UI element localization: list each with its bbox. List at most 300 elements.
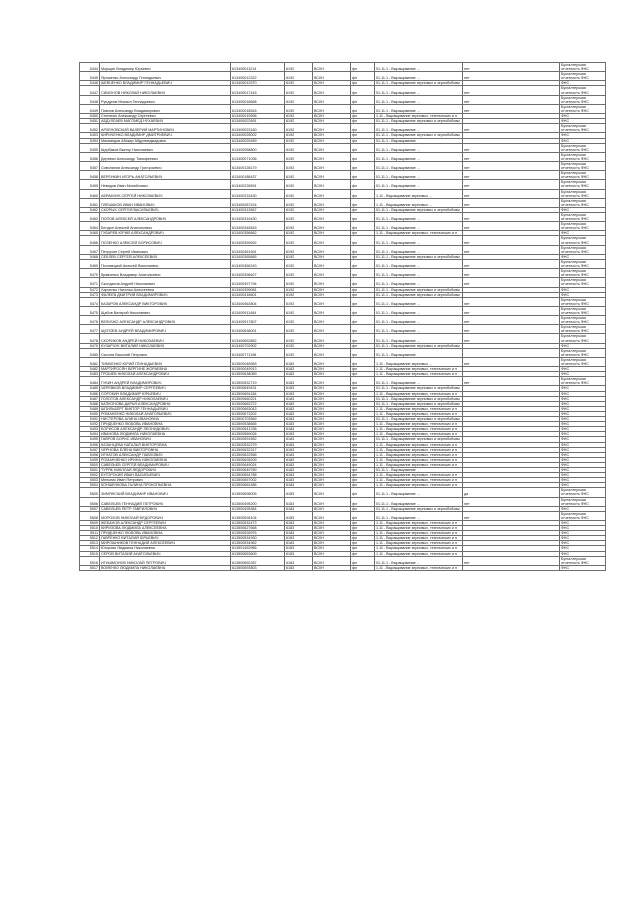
table-cell-activity-code: 01.11.1 - Выращивание зерновых и зернобобовы: [375, 81, 463, 86]
table-cell-report-source: ФНС: [560, 541, 606, 546]
table-cell-person-name: ГРОШЕВ НИКОЛАЙ АЛЕКСАНДРОВИЧ: [100, 372, 231, 377]
table-cell-extra-flag: нет: [463, 124, 560, 133]
cell-text: 01.11.1 - Выращивание ...: [376, 76, 420, 81]
table-cell-row-number: 5451: [80, 119, 100, 124]
table-cell-inn-number: 613500703569: [231, 417, 285, 422]
table-cell-department: ВСХН: [313, 161, 351, 170]
table-cell-inn-number: 613400017415: [231, 86, 285, 95]
table-cell-report-source: ФНС: [560, 483, 606, 488]
table-cell-person-type: фл: [351, 447, 375, 452]
registry-table: [79, 62, 606, 571]
table-cell-person-type: фл: [351, 457, 375, 462]
table-cell-department: ВСХН: [313, 396, 351, 401]
table-cell-department: ВСХН: [313, 222, 351, 231]
table-cell-extra-flag: нет: [463, 63, 560, 72]
table-cell-activity-code: [375, 316, 463, 325]
table-cell-region-code: 6192: [285, 119, 313, 124]
table-cell-region-code: 6192: [285, 189, 313, 198]
table-cell-region-code: 6183: [285, 427, 313, 432]
table-cell-inn-number: 613400418601: [231, 292, 285, 297]
table-cell-report-source: Бухгалтерская отчетность ФНС: [560, 269, 606, 278]
table-row: [80, 104, 606, 113]
table-cell-person-name: КОНШЕНКОВА ГАЛИНА ПРОКОПЬЕВНА: [100, 483, 231, 488]
table-cell-report-source: Бухгалтерская отчетность ФНС: [560, 152, 606, 161]
table-cell-row-number: 5463: [80, 213, 100, 222]
table-row: [80, 357, 606, 366]
table-cell-extra-flag: нет: [463, 259, 560, 268]
table-cell-report-source: Бухгалтерская отчетность ФНС: [560, 222, 606, 231]
table-row: [80, 316, 606, 325]
table-cell-person-type: фл: [351, 189, 375, 198]
table-cell-inn-number: 613500532279: [231, 442, 285, 447]
table-cell-inn-number: 613500541238: [231, 427, 285, 432]
table-cell-department: ВСХН: [313, 488, 351, 497]
table-cell-person-type: фл: [351, 467, 375, 472]
table-cell-report-source: Бухгалтерская отчетность ФНС: [560, 189, 606, 198]
table-cell-department: ВСХН: [313, 81, 351, 86]
table-cell-region-code: 6183: [285, 447, 313, 452]
table-cell-row-number: 5445: [80, 72, 100, 81]
table-cell-region-code: 6192: [285, 348, 313, 357]
table-cell-person-type: фл: [351, 325, 375, 334]
table-cell-row-number: 5454: [80, 138, 100, 143]
table-cell-inn-number: 613500653609: [231, 551, 285, 556]
table-row: [80, 511, 606, 520]
table-cell-person-type: фл: [351, 222, 375, 231]
table-cell-region-code: 6183: [285, 377, 313, 386]
table-cell-person-type: фл: [351, 297, 375, 306]
table-cell-inn-number: 613400361591: [231, 245, 285, 254]
table-cell-report-source: ФНС: [560, 81, 606, 86]
table-cell-inn-number: 613400359592: [231, 236, 285, 245]
cell-text: 01.11.1 - Выращивание ...: [376, 501, 420, 506]
table-cell-region-code: 6192: [285, 114, 313, 119]
table-cell-person-type: фл: [351, 386, 375, 391]
table-cell-person-name: Сколдасов Андрей Николаевич: [100, 278, 231, 287]
table-cell-person-name: ГУБИН АНДРЕЙ ВЛАДИМИРОВИЧ: [100, 377, 231, 386]
table-cell-row-number: 5488: [80, 401, 100, 406]
table-cell-report-source: Бухгалтерская отчетность ФНС: [560, 63, 606, 72]
table-cell-department: ВСХН: [313, 511, 351, 520]
table-cell-row-number: 5508: [80, 511, 100, 520]
table-cell-person-name: ПЛЕШАКОВ ИВАН ИВАНОВИЧ: [100, 198, 231, 207]
table-cell-activity-code: 01.11.1 - Выращивание зерновых и зернобобовы: [375, 396, 463, 401]
table-cell-activity-code: 01.11.1 - Выращивание зерновых и зернобобовы: [375, 133, 463, 138]
table-cell-row-number: 5456: [80, 152, 100, 161]
table-cell-row-number: 5481: [80, 357, 100, 366]
table-cell-person-type: фл: [351, 437, 375, 442]
table-cell-region-code: 6192: [285, 269, 313, 278]
table-cell-person-type: фл: [351, 133, 375, 138]
table-cell-activity-code: 01.11.1 - Выращивание зерновых и зернобобовы: [375, 254, 463, 259]
table-cell-inn-number: 613400771198: [231, 348, 285, 357]
table-cell-report-source: Бухгалтерская отчетность ФНС: [560, 245, 606, 254]
table-cell-region-code: 6183: [285, 411, 313, 416]
table-row: [80, 161, 606, 170]
table-cell-department: ВСХН: [313, 269, 351, 278]
table-cell-row-number: 5482: [80, 367, 100, 372]
table-cell-inn-number: 613400365665: [231, 254, 285, 259]
table-cell-person-type: фл: [351, 427, 375, 432]
table-cell-activity-code: [375, 334, 463, 343]
table-cell-person-type: фл: [351, 287, 375, 292]
table-cell-inn-number: 613400345815: [231, 222, 285, 231]
table-cell-report-source: ФНС: [560, 462, 606, 467]
table-row: [80, 306, 606, 315]
table-cell-row-number: 5469: [80, 259, 100, 268]
table-cell-person-type: фл: [351, 506, 375, 511]
table-cell-row-number: 5490: [80, 411, 100, 416]
table-cell-department: ВСХН: [313, 124, 351, 133]
table-cell-activity-code: [375, 297, 463, 306]
table-cell-person-type: фл: [351, 236, 375, 245]
table-cell-person-name: МИРОШНИКОВ ГЕННАДИЙ АЛЕКСЕЕВИЧ: [100, 541, 231, 546]
table-cell-report-source: ФНС: [560, 417, 606, 422]
table-cell-department: ВСХН: [313, 377, 351, 386]
cell-text: 01.11.1 - Выращивание ...: [376, 108, 420, 113]
table-cell-person-name: ТИМЧЕНКО ЮРИЙ ГЕННАДЬЕВИЧ: [100, 357, 231, 366]
table-cell-row-number: 5475: [80, 306, 100, 315]
table-cell-department: ВСХН: [313, 343, 351, 348]
table-cell-region-code: 6183: [285, 452, 313, 457]
cell-text: 01.11.1 - Выращивание ...: [376, 273, 420, 278]
cell-text: 01.11.1 - Выращивание ...: [376, 166, 420, 171]
cell-text: 01.11.1 - Выращивание ...: [376, 282, 420, 287]
table-cell-region-code: 6192: [285, 152, 313, 161]
table-cell-row-number: 5444: [80, 63, 100, 72]
table-cell-row-number: 5486: [80, 391, 100, 396]
table-cell-row-number: 5450: [80, 114, 100, 119]
table-cell-activity-code: 1.11 - Выращивание зерновых, технических и п: [375, 478, 463, 483]
table-cell-region-code: 6183: [285, 488, 313, 497]
table-cell-inn-number: 613400018668: [231, 95, 285, 104]
table-cell-extra-flag: нет: [463, 143, 560, 152]
table-cell-region-code: 6192: [285, 81, 313, 86]
table-cell-report-source: Бухгалтерская отчетность ФНС: [560, 124, 606, 133]
table-cell-region-code: 6192: [285, 198, 313, 207]
table-cell-report-source: Бухгалтерская отчетность ФНС: [560, 357, 606, 366]
table-cell-person-name: ТУРЯК НИКОЛАЙ ФЕДОРОВИЧ: [100, 467, 231, 472]
table-cell-extra-flag: нет: [463, 72, 560, 81]
table-cell-person-type: фл: [351, 119, 375, 124]
table-cell-inn-number: 613500538665: [231, 422, 285, 427]
table-cell-inn-number: 613400287424: [231, 198, 285, 207]
table-cell-activity-code: [375, 104, 463, 113]
table-cell-inn-number: 613400319430: [231, 213, 285, 222]
table-cell-row-number: 5485: [80, 386, 100, 391]
table-cell-region-code: 6192: [285, 72, 313, 81]
table-cell-person-type: фл: [351, 254, 375, 259]
table-cell-activity-code: [375, 556, 463, 565]
cell-text: 01.11.1 - Выращивание ...: [376, 156, 420, 161]
table-cell-region-code: 6192: [285, 63, 313, 72]
table-cell-person-type: фл: [351, 417, 375, 422]
table-cell-person-type: фл: [351, 334, 375, 343]
table-cell-activity-code: [375, 222, 463, 231]
table-cell-person-name: Щербаков Виктор Николаевич: [100, 143, 231, 152]
table-cell-report-source: ФНС: [560, 138, 606, 143]
table-cell-person-type: фл: [351, 462, 375, 467]
table-cell-region-code: 6183: [285, 526, 313, 531]
table-cell-activity-code: 1.11 - Выращивание зерновых, технических и п: [375, 452, 463, 457]
table-cell-person-type: фл: [351, 422, 375, 427]
table-cell-department: ВСХН: [313, 556, 351, 565]
table-cell-report-source: ФНС: [560, 119, 606, 124]
table-cell-person-name: БУГОРСКИЙ ИВАН ВАСИЛЬЕВИЧ: [100, 473, 231, 478]
table-cell-report-source: ФНС: [560, 536, 606, 541]
table-cell-row-number: 5510: [80, 526, 100, 531]
table-cell-report-source: ФНС: [560, 372, 606, 377]
table-cell-row-number: 5464: [80, 222, 100, 231]
table-row: [80, 124, 606, 133]
table-cell-person-type: фл: [351, 511, 375, 520]
table-cell-activity-code: 1.11 - Выращивание зерновых, технических и п: [375, 442, 463, 447]
table-cell-person-name: ВОЙЕНКО ЛЮДМИЛА НИКОЛАЕВНА: [100, 565, 231, 570]
table-cell-region-code: 6183: [285, 391, 313, 396]
table-cell-row-number: 5461: [80, 198, 100, 207]
cell-text: 01.11.1 - Выращивание ...: [376, 515, 420, 520]
cell-text: 01.11.1 - Выращивание ...: [376, 90, 420, 95]
registry-table-body: [80, 63, 606, 571]
table-cell-report-source: Бухгалтерская отчетность ФНС: [560, 306, 606, 315]
table-cell-person-type: фл: [351, 531, 375, 536]
table-cell-extra-flag: нет: [463, 269, 560, 278]
table-cell-region-code: 6192: [285, 95, 313, 104]
table-cell-department: ВСХН: [313, 417, 351, 422]
table-cell-row-number: 5480: [80, 348, 100, 357]
table-cell-activity-code: 1.11 - Выращивание зерновых, технических и п: [375, 526, 463, 531]
table-cell-row-number: 5487: [80, 396, 100, 401]
table-cell-department: ВСХН: [313, 133, 351, 138]
table-cell-report-source: ФНС: [560, 396, 606, 401]
table-cell-inn-number: 613500662486: [231, 483, 285, 488]
table-cell-person-name: ИГНАТОВ АЛЕКСАНДР ПАВЛОВИЧ: [100, 452, 231, 457]
table-cell-department: ВСХН: [313, 325, 351, 334]
table-cell-person-name: СИМОНОВ НИКОЛАЙ НИКОЛАЕВИЧ: [100, 86, 231, 95]
table-cell-activity-code: [375, 245, 463, 254]
table-cell-activity-code: [375, 357, 463, 366]
table-cell-report-source: ФНС: [560, 551, 606, 556]
table-cell-department: ВСХН: [313, 86, 351, 95]
table-cell-activity-code: 1.11 - Выращивание зерновых, технических и п: [375, 462, 463, 467]
table-cell-inn-number: 613400012322: [231, 72, 285, 81]
table-cell-department: ВСХН: [313, 391, 351, 396]
table-cell-extra-flag: нет: [463, 189, 560, 198]
table-row: [80, 222, 606, 231]
table-cell-person-type: фл: [351, 488, 375, 497]
table-cell-row-number: 5459: [80, 180, 100, 189]
table-cell-region-code: 6192: [285, 222, 313, 231]
table-cell-report-source: Бухгалтерская отчетность ФНС: [560, 161, 606, 170]
table-cell-person-name: ФАЛЕЕВ ДМИТРИЙ ВЛАДИМИРОВИЧ: [100, 292, 231, 297]
table-cell-person-type: фл: [351, 478, 375, 483]
table-cell-person-name: КИРИЗОВА ЛЮДМИЛА АЛЕКСЕЕВНА: [100, 526, 231, 531]
table-cell-person-type: фл: [351, 138, 375, 143]
table-cell-person-type: фл: [351, 442, 375, 447]
table-cell-row-number: 5507: [80, 506, 100, 511]
table-cell-region-code: 6183: [285, 473, 313, 478]
table-cell-department: ВСХН: [313, 536, 351, 541]
table-cell-department: ВСХН: [313, 254, 351, 259]
table-cell-inn-number: 613400011214: [231, 63, 285, 72]
cell-text: 01.11.1 - Выращивание ...: [376, 560, 420, 565]
table-cell-person-name: Магамедов Абакар Абдулмеджидович: [100, 138, 231, 143]
table-cell-row-number: 5484: [80, 377, 100, 386]
table-cell-region-code: 6183: [285, 432, 313, 437]
table-cell-activity-code: 01.11.1 - Выращивание зерновых и зернобобовы: [375, 343, 463, 348]
table-cell-inn-number: 613500049913: [231, 367, 285, 372]
table-cell-department: ВСХН: [313, 565, 351, 570]
table-cell-person-name: Половецкий Алексей Васильевич: [100, 259, 231, 268]
table-cell-activity-code: 1.11 - Выращивание зерновых, технических и п: [375, 551, 463, 556]
table-cell-activity-code: 1.11 - Выращивание зерновых, технических и п: [375, 531, 463, 536]
table-cell-activity-code: [375, 180, 463, 189]
table-cell-row-number: 5455: [80, 143, 100, 152]
table-cell-person-type: фл: [351, 401, 375, 406]
table-cell-person-type: фл: [351, 104, 375, 113]
table-cell-person-type: фл: [351, 483, 375, 488]
table-cell-activity-code: 01.11.1 - Выращивание: [375, 467, 463, 472]
table-cell-department: ВСХН: [313, 462, 351, 467]
table-cell-department: ВСХН: [313, 473, 351, 478]
table-cell-activity-code: 1.11 - Выращивание зерновых, технических и п: [375, 546, 463, 551]
table-cell-inn-number: 613400022691: [231, 119, 285, 124]
table-cell-activity-code: [375, 306, 463, 315]
table-cell-person-type: фл: [351, 124, 375, 133]
table-cell-inn-number: 613500589026: [231, 432, 285, 437]
table-cell-report-source: Бухгалтерская отчетность ФНС: [560, 171, 606, 180]
table-cell-person-type: фл: [351, 278, 375, 287]
table-cell-extra-flag: нет: [463, 334, 560, 343]
table-cell-department: ВСХН: [313, 152, 351, 161]
table-cell-extra-flag: нет: [463, 171, 560, 180]
table-cell-report-source: Бухгалтерская отчетность ФНС: [560, 325, 606, 334]
table-cell-person-name: СЕРОВ ВИТАЛИЙ АНАТОЛЬЕВИЧ: [100, 551, 231, 556]
table-cell-inn-number: 613500673202: [231, 411, 285, 416]
table-cell-report-source: ФНС: [560, 386, 606, 391]
table-cell-activity-code: [375, 189, 463, 198]
table-cell-row-number: 5446: [80, 81, 100, 86]
table-cell-person-type: фл: [351, 377, 375, 386]
table-cell-report-source: ФНС: [560, 254, 606, 259]
table-cell-inn-number: 613500495200: [231, 497, 285, 506]
table-cell-person-name: АБДУЛЛАЕВ МАГОМЕД НУХАЕВИЧ: [100, 119, 231, 124]
table-cell-person-type: фл: [351, 521, 375, 526]
table-cell-person-name: Петрухин Сергей Иванович: [100, 245, 231, 254]
table-cell-activity-code: 1.11 - Выращивание зерновых, технических и п: [375, 457, 463, 462]
table-cell-person-type: фл: [351, 95, 375, 104]
table-cell-person-name: ПОПОВ АЛЕКСЕЙ АЛЕКСАНДРОВИЧ: [100, 213, 231, 222]
table-cell-person-type: фл: [351, 406, 375, 411]
table-cell-department: ВСХН: [313, 457, 351, 462]
table-cell-region-code: 6183: [285, 546, 313, 551]
table-cell-extra-flag: нет: [463, 180, 560, 189]
table-cell-activity-code: [375, 161, 463, 170]
table-cell-region-code: 6192: [285, 231, 313, 236]
table-cell-row-number: 5466: [80, 236, 100, 245]
table-cell-region-code: 6183: [285, 406, 313, 411]
table-cell-activity-code: 01.11.1 - Выращивание: [375, 138, 463, 143]
table-cell-extra-flag: [463, 348, 560, 357]
table-cell-activity-code: [375, 488, 463, 497]
table-cell-person-type: фл: [351, 396, 375, 401]
table-cell-region-code: 6183: [285, 442, 313, 447]
table-cell-department: ВСХН: [313, 306, 351, 315]
table-cell-inn-number: 613400396627: [231, 269, 285, 278]
table-row: [80, 348, 606, 357]
table-cell-region-code: 6183: [285, 536, 313, 541]
cell-text: 01.11.1 - Выращивание ...: [376, 249, 420, 254]
table-cell-region-code: 6183: [285, 437, 313, 442]
table-cell-person-name: ПРИДЧЕНКО ЛЮБОВЬ ИВАНОВНА: [100, 531, 231, 536]
cell-text: 01.11.1 - Выращивание ...: [376, 492, 420, 497]
table-cell-person-name: ИТИШМОНОВ НИКОЛАЙ ПЕТРОВИЧ: [100, 556, 231, 565]
table-cell-person-name: Степенко Александр Сергеевич: [100, 114, 231, 119]
table-cell-inn-number: 613400463804: [231, 297, 285, 306]
table-cell-person-name: Павлов Александр Владимирович: [100, 104, 231, 113]
table-cell-row-number: 5494: [80, 432, 100, 437]
table-cell-inn-number: 613500534930: [231, 536, 285, 541]
table-cell-report-source: ФНС: [560, 133, 606, 138]
table-cell-inn-number: 613400023160: [231, 124, 285, 133]
table-cell-person-type: фл: [351, 292, 375, 297]
table-row: [80, 171, 606, 180]
table-cell-department: ВСХН: [313, 287, 351, 292]
table-cell-activity-code: [375, 497, 463, 506]
table-cell-activity-code: 01.11.1 - Выращивание зерновых и зернобобовы: [375, 386, 463, 391]
table-cell-report-source: Бухгалтерская отчетность ФНС: [560, 104, 606, 113]
table-cell-report-source: ФНС: [560, 531, 606, 536]
table-cell-activity-code: [375, 72, 463, 81]
table-cell-inn-number: 613500528976: [231, 531, 285, 536]
table-cell-row-number: 5509: [80, 521, 100, 526]
table-cell-region-code: 6192: [285, 292, 313, 297]
table-cell-extra-flag: да: [463, 488, 560, 497]
table-cell-person-name: ГАВРЕНКО ВИТАЛИЙ ЮРЬЕВИЧ: [100, 536, 231, 541]
table-cell-person-type: фл: [351, 551, 375, 556]
table-cell-row-number: 5511: [80, 531, 100, 536]
table-cell-report-source: ФНС: [560, 422, 606, 427]
table-cell-report-source: Бухгалтерская отчетность ФНС: [560, 86, 606, 95]
table-cell-row-number: 5479: [80, 343, 100, 348]
table-cell-inn-number: 613400058800: [231, 143, 285, 152]
table-cell-inn-number: 613400012570: [231, 81, 285, 86]
table-cell-extra-flag: нет: [463, 95, 560, 104]
table-cell-person-type: фл: [351, 180, 375, 189]
table-cell-department: ВСХН: [313, 348, 351, 357]
table-cell-person-type: фл: [351, 497, 375, 506]
table-cell-person-type: фл: [351, 207, 375, 212]
table-row: [80, 269, 606, 278]
table-cell-row-number: 5472: [80, 287, 100, 292]
table-cell-department: ВСХН: [313, 63, 351, 72]
table-cell-person-name: КАПКОНОВА ДАРЬЯ АЛЕКСАНДРОВНА: [100, 401, 231, 406]
table-cell-person-type: фл: [351, 357, 375, 366]
table-cell-department: ВСХН: [313, 231, 351, 236]
table-cell-report-source: ФНС: [560, 442, 606, 447]
table-cell-activity-code: 1.11 - Выращивание зерновых, технических и п: [375, 114, 463, 119]
table-cell-row-number: 5489: [80, 406, 100, 411]
table-cell-activity-code: 1.11 - Выращивание зерновых, технических и п: [375, 483, 463, 488]
table-cell-inn-number: 613400702902: [231, 343, 285, 348]
table-cell-row-number: 5478: [80, 334, 100, 343]
table-cell-department: ВСХН: [313, 143, 351, 152]
table-cell-department: ВСХН: [313, 521, 351, 526]
table-cell-department: ВСХН: [313, 406, 351, 411]
table-cell-region-code: 6183: [285, 565, 313, 570]
table-cell-department: ВСХН: [313, 213, 351, 222]
table-cell-report-source: Бухгалтерская отчетность ФНС: [560, 198, 606, 207]
